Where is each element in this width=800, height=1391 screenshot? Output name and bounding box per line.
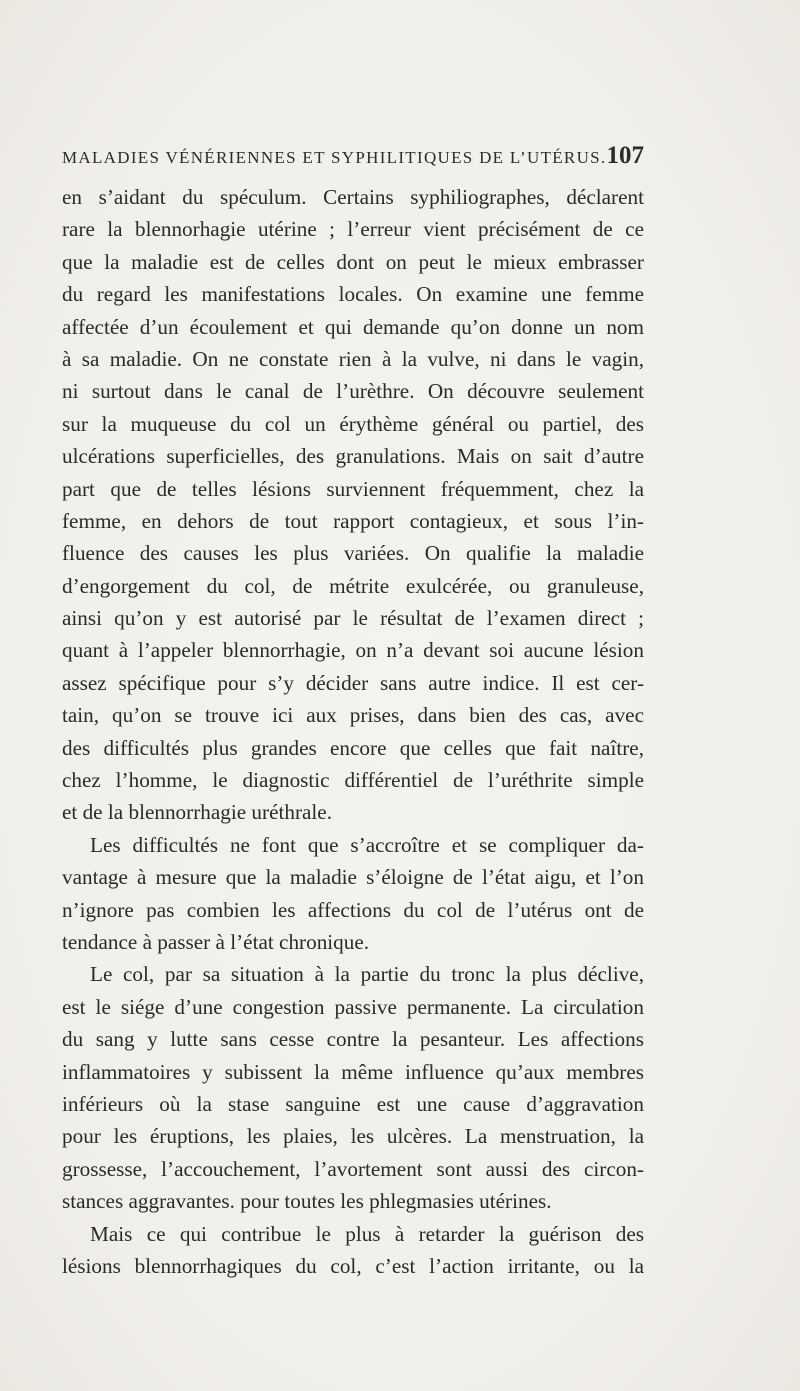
text-line: chez l’homme, le diagnostic différentiel de l’uréthrite simple [62, 768, 644, 793]
running-head: MALADIES VÉNÉRIENNES ET SYPHILITIQUES DE L’UTÉRUS. [62, 148, 607, 167]
text-line: lésions blennorrhagiques du col, c’est l’action irritante, ou la [62, 1253, 644, 1278]
text-line: quant à l’appeler blennorrhagie, on n’a devant soi aucune lésion [62, 638, 644, 663]
text-line: Le col, par sa situation à la partie du tronc la plus déclive, [90, 962, 644, 987]
text-line: tain, qu’on se trouve ici aux prises, dans bien des cas, avec [62, 703, 644, 728]
text-line: sur la muqueuse du col un érythème général ou partiel, des [62, 411, 644, 436]
text-line: affectée d’un écoulement et qui demande qu’on donne un nom [62, 314, 644, 339]
text-line: ulcérations superficielles, des granulations. Mais on sait d’autre [62, 444, 644, 469]
text-line: inférieurs où la stase sanguine est une cause d’aggravation [62, 1091, 644, 1116]
text-line: fluence des causes les plus variées. On qualifie la maladie [62, 541, 644, 566]
text-line: est le siége d’une congestion passive permanente. La circulation [62, 994, 644, 1019]
text-line: assez spécifique pour s’y décider sans autre indice. Il est cer- [62, 670, 644, 695]
paragraph-3 [62, 958, 644, 1217]
paragraph-2 [62, 829, 644, 959]
text-line: vantage à mesure que la maladie s’éloigne de l’état aigu, et l’on [62, 865, 644, 890]
text-line: grossesse, l’accouchement, l’avortement sont aussi des circon- [62, 1156, 644, 1181]
text-line: stances aggravantes. pour toutes les phlegmasies utérines. [62, 1189, 552, 1214]
text-line: à sa maladie. On ne constate rien à la vulve, ni dans le vagin, [62, 346, 644, 371]
text-line: en s’aidant du spéculum. Certains syphiliographes, déclarent [62, 185, 644, 209]
text-line: Les difficultés ne font que s’accroître et se compliquer da- [90, 832, 644, 857]
page-number: 107 [606, 142, 644, 169]
text-line: Mais ce qui contribue le plus à retarder la guérison des [90, 1221, 644, 1246]
text-line: d’engorgement du col, de métrite exulcérée, ou granuleuse, [62, 573, 644, 598]
text-line: rare la blennorhagie utérine ; l’erreur vient précisément de ce [62, 217, 644, 242]
text-line: des difficultés plus grandes encore que celles que fait naître, [62, 735, 644, 760]
text-line: part que de telles lésions surviennent fréquemment, chez la [62, 476, 644, 501]
text-line: ni surtout dans le canal de l’urèthre. On découvre seulement [62, 379, 644, 404]
page-header [62, 142, 644, 178]
text-line: femme, en dehors de tout rapport contagieux, et sous l’in- [62, 508, 644, 533]
paragraph-1 [62, 181, 644, 829]
body-text [62, 181, 644, 1282]
text-line: et de la blennorrhagie uréthrale. [62, 800, 333, 825]
text-line: que la maladie est de celles dont on peut le mieux embrasser [62, 249, 644, 274]
text-line: du sang y lutte sans cesse contre la pesanteur. Les affections [62, 1027, 644, 1052]
text-line: tendance à passer à l’état chronique. [62, 929, 370, 954]
text-line: ainsi qu’on y est autorisé par le résultat de l’examen direct ; [62, 606, 644, 631]
text-line: n’ignore pas combien les affections du col de l’utérus ont de [62, 897, 644, 922]
text-line: inflammatoires y subissent la même influence qu’aux membres [62, 1059, 644, 1084]
text-line: du regard les manifestations locales. On examine une femme [62, 282, 644, 307]
paragraph-4 [62, 1218, 644, 1283]
text-line: pour les éruptions, les plaies, les ulcères. La menstruation, la [62, 1124, 644, 1149]
